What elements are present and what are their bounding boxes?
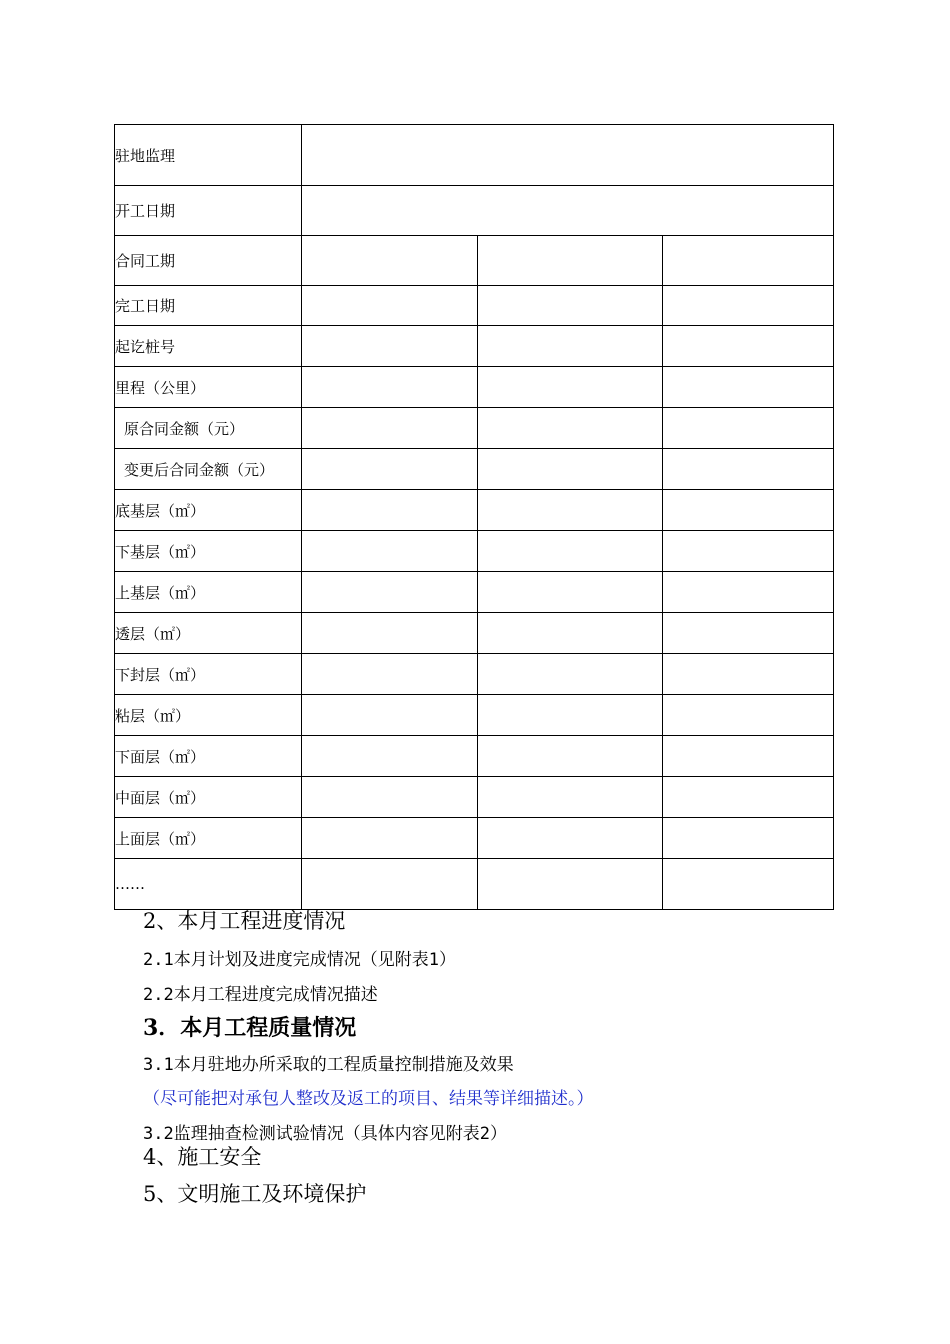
value-cell[interactable]	[663, 326, 834, 367]
value-cell[interactable]	[478, 736, 663, 777]
section-3-note: （尽可能把对承包人整改及返工的项目、结果等详细描述。）	[143, 1089, 594, 1109]
value-cell[interactable]	[663, 818, 834, 859]
value-cell[interactable]	[302, 859, 478, 910]
row-label: 里程（公里）	[115, 367, 302, 408]
value-cell[interactable]	[478, 286, 663, 326]
table-row	[115, 859, 834, 910]
value-cell[interactable]	[302, 613, 478, 654]
table-row	[115, 125, 834, 186]
row-label: 驻地监理	[115, 125, 302, 186]
value-cell[interactable]	[478, 613, 663, 654]
value-cell[interactable]	[302, 186, 834, 236]
value-cell[interactable]	[663, 449, 834, 490]
value-cell[interactable]	[663, 572, 834, 613]
value-cell[interactable]	[663, 613, 834, 654]
value-cell[interactable]	[302, 531, 478, 572]
value-cell[interactable]	[478, 654, 663, 695]
value-cell[interactable]	[478, 449, 663, 490]
value-cell[interactable]	[302, 367, 478, 408]
row-label: 完工日期	[115, 286, 302, 326]
row-label: 下基层（㎡）	[115, 531, 302, 572]
table-row	[115, 449, 834, 490]
section-3-1-text: 3.1本月驻地办所采取的工程质量控制措施及效果	[143, 1055, 514, 1075]
section-3-2-text: 3.2监理抽查检测试验情况（具体内容见附表2）	[143, 1124, 507, 1144]
value-cell[interactable]	[302, 326, 478, 367]
table-row	[115, 408, 834, 449]
row-label: 透层（㎡）	[115, 613, 302, 654]
value-cell[interactable]	[663, 408, 834, 449]
value-cell[interactable]	[302, 736, 478, 777]
value-cell[interactable]	[663, 286, 834, 326]
table-row	[115, 613, 834, 654]
value-cell[interactable]	[478, 531, 663, 572]
value-cell[interactable]	[302, 818, 478, 859]
project-info-table	[114, 124, 834, 910]
table-row	[115, 367, 834, 408]
row-label: 合同工期	[115, 236, 302, 286]
table-row	[115, 695, 834, 736]
value-cell[interactable]	[478, 367, 663, 408]
section-4-heading: 4、施工安全	[143, 1145, 262, 1169]
row-label: 中面层（㎡）	[115, 777, 302, 818]
row-label: 原合同金额（元）	[115, 408, 302, 449]
value-cell[interactable]	[478, 572, 663, 613]
table-row	[115, 186, 834, 236]
row-label: 下封层（㎡）	[115, 654, 302, 695]
value-cell[interactable]	[478, 859, 663, 910]
value-cell[interactable]	[302, 695, 478, 736]
value-cell[interactable]	[478, 408, 663, 449]
row-label: 上面层（㎡）	[115, 818, 302, 859]
table-row	[115, 777, 834, 818]
value-cell[interactable]	[478, 818, 663, 859]
value-cell[interactable]	[302, 236, 478, 286]
row-label: 开工日期	[115, 186, 302, 236]
value-cell[interactable]	[302, 449, 478, 490]
value-cell[interactable]	[302, 777, 478, 818]
section-2-2-text: 2.2本月工程进度完成情况描述	[143, 985, 378, 1005]
value-cell[interactable]	[302, 654, 478, 695]
value-cell[interactable]	[663, 367, 834, 408]
table-row	[115, 326, 834, 367]
value-cell[interactable]	[478, 490, 663, 531]
value-cell[interactable]	[302, 572, 478, 613]
table-row	[115, 236, 834, 286]
row-label: 下面层（㎡）	[115, 736, 302, 777]
value-cell[interactable]	[302, 490, 478, 531]
table-row	[115, 654, 834, 695]
row-label: 上基层（㎡）	[115, 572, 302, 613]
value-cell[interactable]	[302, 286, 478, 326]
value-cell[interactable]	[478, 236, 663, 286]
value-cell[interactable]	[478, 777, 663, 818]
value-cell[interactable]	[478, 326, 663, 367]
row-label: 变更后合同金额（元）	[115, 449, 302, 490]
row-label: 底基层（㎡）	[115, 490, 302, 531]
section-2-heading: 2、本月工程进度情况	[143, 909, 346, 933]
row-label: ……	[115, 859, 302, 910]
section-5-heading: 5、文明施工及环境保护	[143, 1182, 367, 1206]
value-cell[interactable]	[663, 490, 834, 531]
row-label: 粘层（㎡）	[115, 695, 302, 736]
value-cell[interactable]	[302, 125, 834, 186]
value-cell[interactable]	[663, 695, 834, 736]
value-cell[interactable]	[663, 736, 834, 777]
value-cell[interactable]	[663, 654, 834, 695]
section-3-heading: 3．本月工程质量情况	[143, 1015, 357, 1041]
table-row	[115, 736, 834, 777]
table-row	[115, 531, 834, 572]
value-cell[interactable]	[663, 859, 834, 910]
table-row	[115, 572, 834, 613]
section-2-1-text: 2.1本月计划及进度完成情况（见附表1）	[143, 950, 456, 970]
table-row	[115, 818, 834, 859]
row-label: 起讫桩号	[115, 326, 302, 367]
value-cell[interactable]	[663, 236, 834, 286]
value-cell[interactable]	[663, 531, 834, 572]
value-cell[interactable]	[302, 408, 478, 449]
value-cell[interactable]	[478, 695, 663, 736]
value-cell[interactable]	[663, 777, 834, 818]
table-row	[115, 286, 834, 326]
table-row	[115, 490, 834, 531]
